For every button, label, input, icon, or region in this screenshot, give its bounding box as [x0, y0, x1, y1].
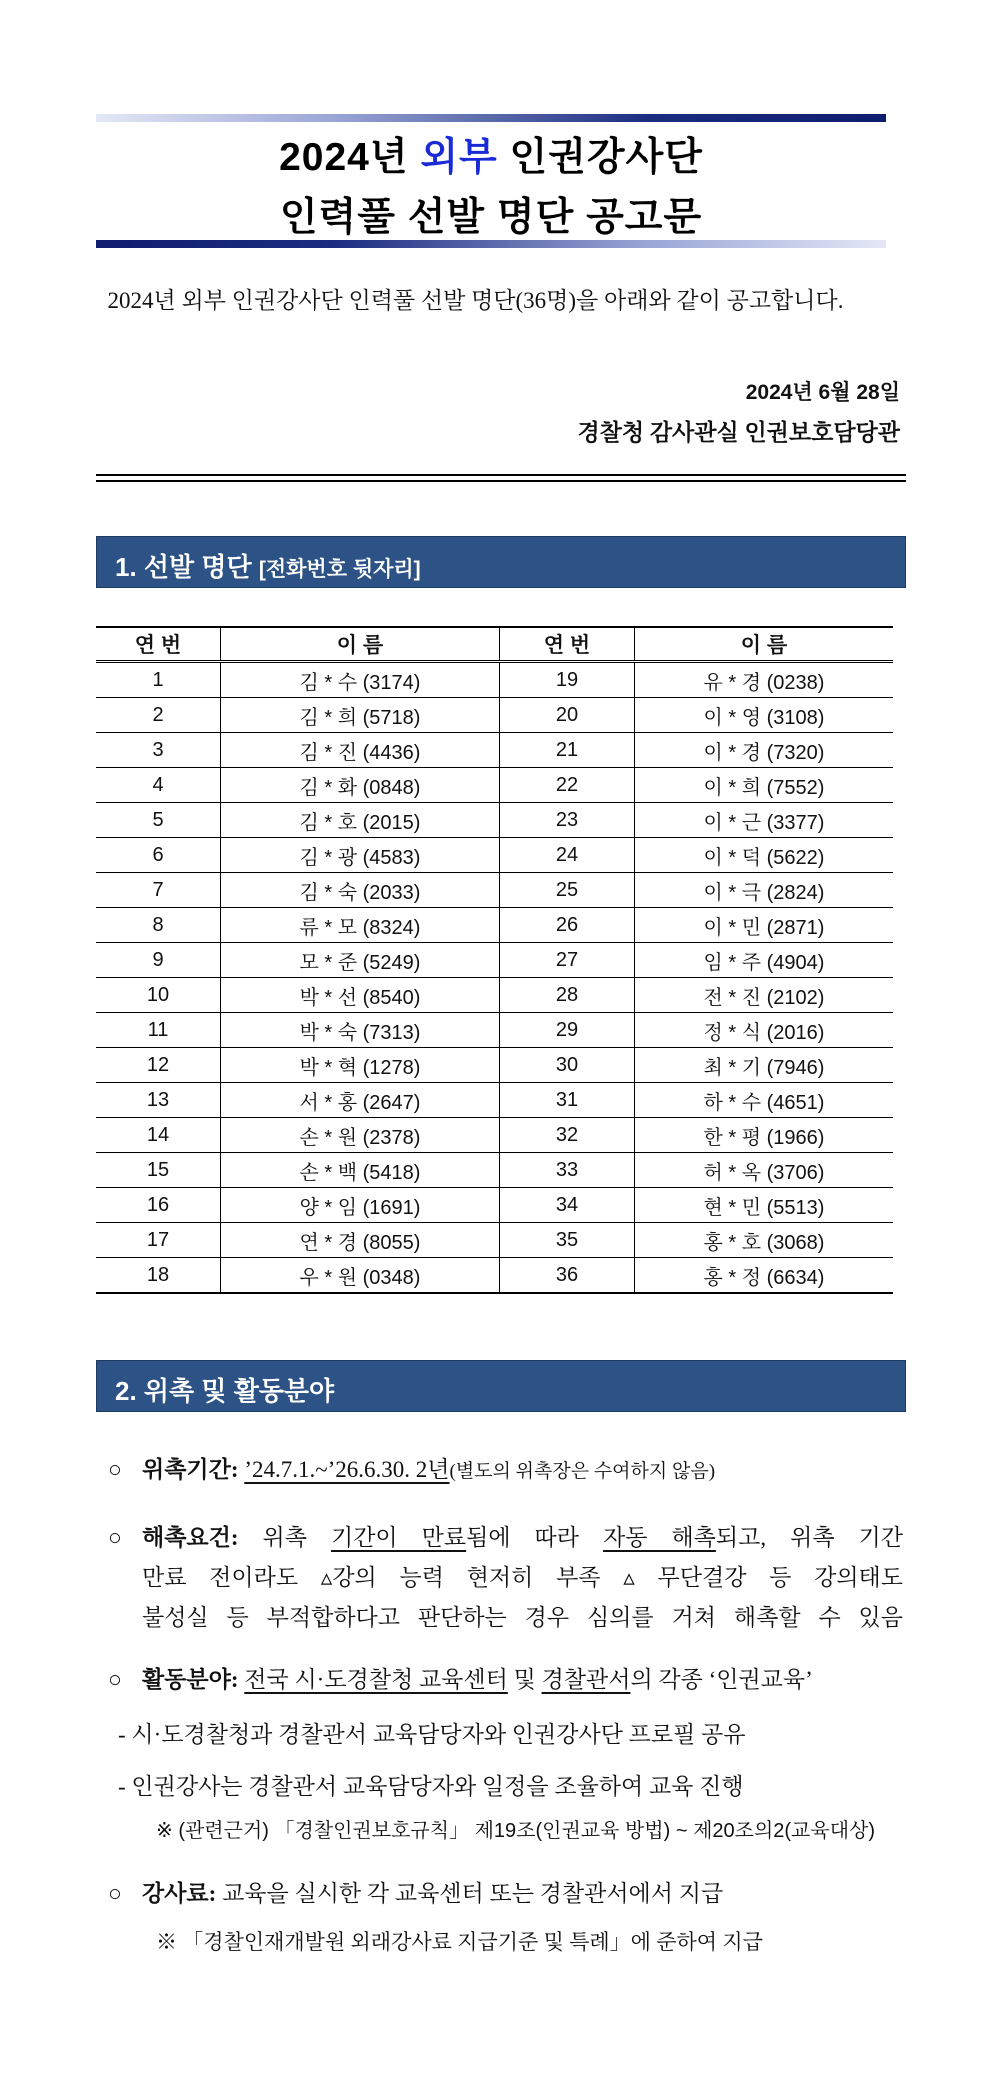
activity-text: 의 각종 ‘인권교육’	[630, 1667, 813, 1692]
term-value: ’24.7.1.~’26.6.30. 2년	[244, 1457, 450, 1482]
column-header: 이 름	[635, 627, 894, 662]
row-number: 23	[500, 803, 635, 838]
row-number: 16	[96, 1188, 221, 1223]
roster-body	[96, 662, 893, 1294]
title-highlight: 외부	[420, 136, 498, 179]
intro-text	[96, 282, 901, 320]
member-name: 유 * 경 (0238)	[635, 662, 894, 698]
title-year: 2024년	[279, 136, 409, 179]
member-name: 이 * 민 (2871)	[635, 908, 894, 943]
member-name: 김 * 호 (2015)	[221, 803, 500, 838]
dismissal-text: 됨에 따라	[466, 1525, 579, 1550]
member-name: 이 * 근 (3377)	[635, 803, 894, 838]
table-row	[96, 768, 893, 803]
member-name: 김 * 희 (5718)	[221, 698, 500, 733]
bullet-icon: ○	[108, 1881, 122, 1906]
member-name: 손 * 원 (2378)	[221, 1118, 500, 1153]
table-row	[96, 873, 893, 908]
row-number: 29	[500, 1013, 635, 1048]
section1-header	[96, 536, 906, 588]
fee-value: 교육을 실시한 각 교육센터 또는 경찰관서에서 지급	[222, 1881, 724, 1906]
member-name: 하 * 수 (4651)	[635, 1083, 894, 1118]
bullet-icon: ○	[108, 1457, 122, 1482]
member-name: 연 * 경 (8055)	[221, 1223, 500, 1258]
row-number: 20	[500, 698, 635, 733]
member-name: 정 * 식 (2016)	[635, 1013, 894, 1048]
member-name: 홍 * 정 (6634)	[635, 1258, 894, 1294]
section2-header	[96, 1360, 906, 1412]
row-number: 33	[500, 1153, 635, 1188]
bullet-icon: ○	[108, 1525, 122, 1550]
dismissal-underlined: 자동 해촉	[603, 1525, 716, 1550]
row-number: 36	[500, 1258, 635, 1294]
member-name: 김 * 화 (0848)	[221, 768, 500, 803]
row-number: 34	[500, 1188, 635, 1223]
table-row	[96, 1118, 893, 1153]
member-name: 허 * 옥 (3706)	[635, 1153, 894, 1188]
term-note: (별도의 위촉장은 수여하지 않음)	[449, 1461, 716, 1482]
row-number: 1	[96, 662, 221, 698]
row-number: 28	[500, 978, 635, 1013]
section1-subtitle: [전화번호 뒷자리]	[258, 558, 421, 581]
row-number: 7	[96, 873, 221, 908]
member-name: 이 * 극 (2824)	[635, 873, 894, 908]
member-name: 손 * 백 (5418)	[221, 1153, 500, 1188]
fee-label: 강사료:	[142, 1881, 217, 1906]
column-header: 이 름	[221, 627, 500, 662]
table-row	[96, 1223, 893, 1258]
activity-sub1: - 시·도경찰청과 경찰관서 교육담당자와 인권강사단 프로필 공유	[118, 1722, 746, 1747]
term-label: 위촉기간:	[142, 1457, 239, 1482]
row-number: 9	[96, 943, 221, 978]
member-name: 우 * 원 (0348)	[221, 1258, 500, 1294]
member-name: 류 * 모 (8324)	[221, 908, 500, 943]
activity-item	[108, 1660, 903, 1700]
dismissal-item	[108, 1518, 903, 1638]
selection-roster-table	[96, 626, 893, 1294]
table-row	[96, 662, 893, 698]
dismissal-underlined: 기간이 만료	[331, 1525, 467, 1550]
page-title-line1	[96, 126, 886, 182]
row-number: 24	[500, 838, 635, 873]
row-number: 35	[500, 1223, 635, 1258]
row-number: 10	[96, 978, 221, 1013]
row-number: 27	[500, 943, 635, 978]
member-name: 이 * 경 (7320)	[635, 733, 894, 768]
table-row	[96, 1083, 893, 1118]
table-row	[96, 733, 893, 768]
table-row	[96, 943, 893, 978]
table-row	[96, 1048, 893, 1083]
divider-line	[96, 474, 906, 476]
member-name: 박 * 선 (8540)	[221, 978, 500, 1013]
member-name: 전 * 진 (2102)	[635, 978, 894, 1013]
row-number: 19	[500, 662, 635, 698]
member-name: 김 * 광 (4583)	[221, 838, 500, 873]
row-number: 13	[96, 1083, 221, 1118]
row-number: 25	[500, 873, 635, 908]
issuing-organization: 경찰청 감사관실 인권보호담당관	[577, 420, 900, 445]
member-name: 박 * 혁 (1278)	[221, 1048, 500, 1083]
row-number: 8	[96, 908, 221, 943]
table-row	[96, 1188, 893, 1223]
column-header: 연 번	[500, 627, 635, 662]
title-bottom-rule	[96, 240, 886, 248]
row-number: 17	[96, 1223, 221, 1258]
member-name: 최 * 기 (7946)	[635, 1048, 894, 1083]
term-item	[108, 1450, 903, 1492]
table-row	[96, 1153, 893, 1188]
table-row	[96, 1258, 893, 1294]
fee-note: ※ 「경찰인재개발원 외래강사료 지급기준 및 특례」에 준하여 지급	[156, 1930, 763, 1954]
member-name: 모 * 준 (5249)	[221, 943, 500, 978]
row-number: 5	[96, 803, 221, 838]
member-name: 홍 * 호 (3068)	[635, 1223, 894, 1258]
row-number: 3	[96, 733, 221, 768]
page-title-line2: 인력풀 선발 명단 공고문	[279, 196, 703, 239]
row-number: 14	[96, 1118, 221, 1153]
dismissal-text: 되고, 위촉 기간	[715, 1525, 903, 1550]
dismissal-line3: 불성실 등 부적합하다고 판단하는 경우 심의를 거쳐 해촉할 수 있음	[142, 1605, 903, 1630]
table-row	[96, 838, 893, 873]
row-number: 21	[500, 733, 635, 768]
section1-title: 1. 선발 명단	[115, 552, 252, 582]
table-row	[96, 908, 893, 943]
activity-underlined: 전국 시·도경찰청 교육센터	[244, 1667, 508, 1692]
row-number: 22	[500, 768, 635, 803]
row-number: 32	[500, 1118, 635, 1153]
activity-label: 활동분야:	[142, 1667, 239, 1692]
row-number: 18	[96, 1258, 221, 1294]
dismissal-line2: 만료 전이라도 ▵강의 능력 현저히 부족 ▵ 무단결강 등 강의태도	[142, 1565, 903, 1590]
column-header: 연 번	[96, 627, 221, 662]
member-name: 양 * 임 (1691)	[221, 1188, 500, 1223]
table-row	[96, 978, 893, 1013]
member-name: 서 * 홍 (2647)	[221, 1083, 500, 1118]
section2-title: 2. 위촉 및 활동분야	[115, 1376, 335, 1406]
row-number: 2	[96, 698, 221, 733]
member-name: 이 * 덕 (5622)	[635, 838, 894, 873]
member-name: 이 * 희 (7552)	[635, 768, 894, 803]
dismissal-text: 위촉	[262, 1525, 307, 1550]
title-suffix: 인권강사단	[509, 136, 703, 179]
row-number: 6	[96, 838, 221, 873]
table-row	[96, 698, 893, 733]
member-name: 이 * 영 (3108)	[635, 698, 894, 733]
row-number: 30	[500, 1048, 635, 1083]
member-name: 김 * 수 (3174)	[221, 662, 500, 698]
title-top-rule	[96, 114, 886, 122]
divider-line	[96, 480, 906, 482]
row-number: 12	[96, 1048, 221, 1083]
member-name: 김 * 진 (4436)	[221, 733, 500, 768]
fee-item	[108, 1874, 903, 1914]
member-name: 한 * 평 (1966)	[635, 1118, 894, 1153]
table-row	[96, 803, 893, 838]
row-number: 31	[500, 1083, 635, 1118]
member-name: 김 * 숙 (2033)	[221, 873, 500, 908]
dismissal-label: 해촉요건:	[142, 1525, 239, 1550]
bullet-icon: ○	[108, 1667, 122, 1692]
announcement-date: 2024년 6월 28일	[745, 381, 900, 404]
row-number: 26	[500, 908, 635, 943]
row-number: 4	[96, 768, 221, 803]
activity-text: 및	[513, 1667, 536, 1692]
activity-underlined: 경찰관서	[541, 1667, 631, 1692]
table-header-row	[96, 627, 893, 662]
row-number: 15	[96, 1153, 221, 1188]
member-name: 박 * 숙 (7313)	[221, 1013, 500, 1048]
row-number: 11	[96, 1013, 221, 1048]
member-name: 현 * 민 (5513)	[635, 1188, 894, 1223]
intro-sentence: 2024년 외부 인권강사단 인력풀 선발 명단(36명)을 아래와 같이 공고합니다.	[107, 288, 844, 313]
activity-sub2: - 인권강사는 경찰관서 교육담당자와 일정을 조율하여 교육 진행	[118, 1774, 744, 1799]
activity-note: ※ (관련근거) 「경찰인권보호규칙」 제19조(인권교육 방법) ~ 제20조의2(교육대상)	[156, 1820, 875, 1842]
member-name: 임 * 주 (4904)	[635, 943, 894, 978]
table-row	[96, 1013, 893, 1048]
